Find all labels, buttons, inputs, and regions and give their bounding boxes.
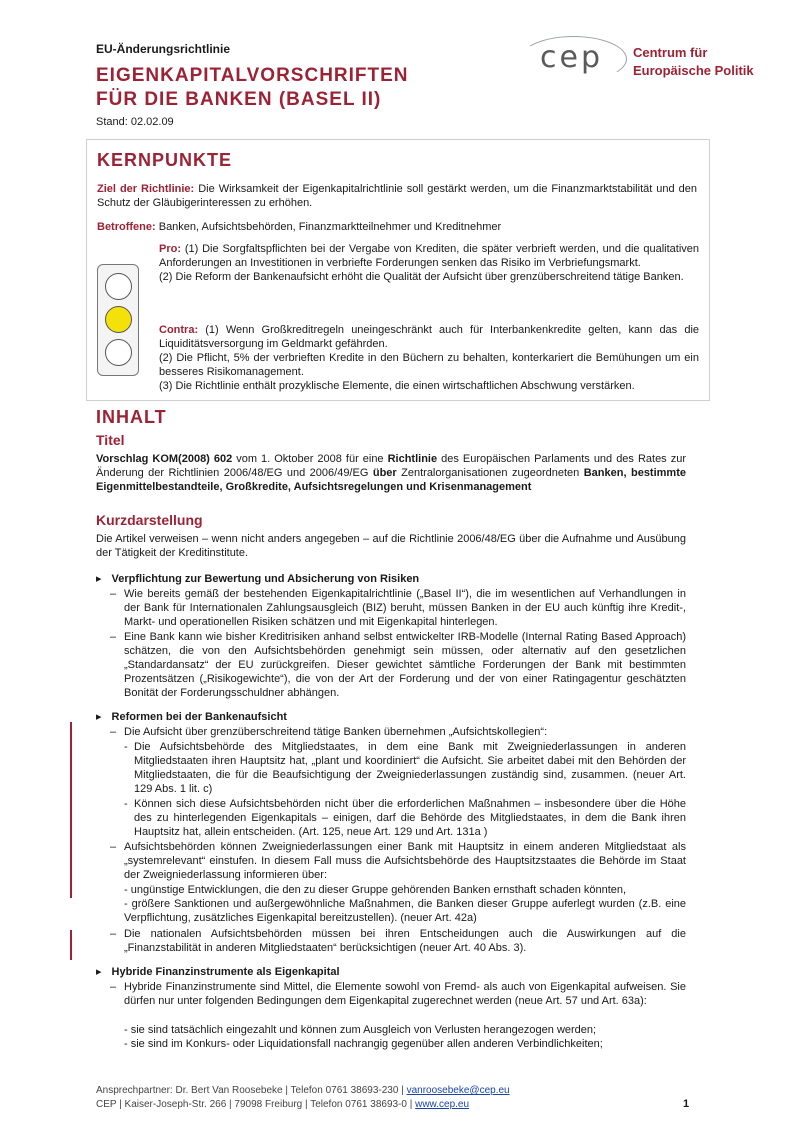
bullet-heading-hybride: ▸ Hybride Finanzinstrumente als Eigenkapital xyxy=(96,965,340,978)
sub-list-item: - Können sich diese Aufsichtsbehörden nicht über die erforderlichen Maßnahmen – insbesondere über die Höhe des zu hinterlegenden Eigenkapitals – einigen, darf die Behörde des Mitgliedstaates, in dem die Bank ihren Hauptsitz hat, allein entscheiden. (Art. 125, neue Art. 129 und Art. 131a ) xyxy=(124,797,686,839)
footer-contact xyxy=(96,1084,510,1098)
logo-name-line-1: Centrum für xyxy=(633,45,708,60)
sub-list-item: - größere Sanktionen und außergewöhnliche Maßnahmen, die Banken dieser Gruppe auferlegt wurden (z.B. eine Verpflichtung, zusätzliches Eigenkapital bereitzustellen). (neuer Art. 42a) xyxy=(124,898,686,924)
list-item: – Die Aufsicht über grenzüberschreitend tätige Banken übernehmen „Aufsichtskollegien“: xyxy=(110,725,686,739)
title-line-2: FÜR DIE BANKEN (BASEL II) xyxy=(96,89,382,110)
betroffene-text: Banken, Aufsichtsbehörden, Finanzmarktteilnehmer und Kreditnehmer xyxy=(155,221,502,233)
footer xyxy=(96,1084,510,1112)
sub-list-item: - ungünstige Entwicklungen, die den zu dieser Gruppe gehörenden Banken ernsthaft schaden könnten, xyxy=(124,884,627,896)
logo-wordmark: cep xyxy=(540,40,603,75)
contra-text-1: (1) Wenn Großkreditregeln uneingeschränkt auch für Interbankenkredite gelten, kann das die Liquiditätsversorgung im Geldmarkt gefährden. xyxy=(159,324,699,350)
document-kicker: EU-Änderungsrichtlinie xyxy=(96,42,231,56)
pro-section xyxy=(159,242,699,284)
sub-list-item: - sie sind im Konkurs- oder Liquidationsfall nachrangig gegenüber allen anderen Verbindlichkeiten; xyxy=(124,1038,603,1050)
list-item: – Aufsichtsbehörden können Zweigniederlassungen einer Bank mit Hauptsitz in einem anderen Mitgliedstaat als „systemrelevant“ einstufen. In diesem Fall muss die Aufsichtsbehörde des Hauptsitzstaates die Behörde im Staat der Zweigniederlassung informieren über: xyxy=(110,840,686,882)
list-item: – Hybride Finanzinstrumente sind Mittel, die Elemente sowohl von Fremd- als auch von Eigenkapital aufweisen. Sie dürfen nur unter folgenden Bedingungen dem Eigenkapital zugerechnet werden (neue Art. 57 und Art. 63a): xyxy=(110,980,686,1008)
logo-name-line-2: Europäische Politik xyxy=(633,63,754,78)
inhalt-title: INHALT xyxy=(96,407,167,427)
page-number: 1 xyxy=(683,1098,690,1110)
traffic-light-red-lamp xyxy=(105,273,132,300)
margin-rule xyxy=(70,722,72,898)
document-date: Stand: 02.02.09 xyxy=(96,116,174,128)
kurzdarstellung-intro: Die Artikel verweisen – wenn nicht anders angegeben – auf die Richtlinie 2006/48/EG über die Aufnahme und Ausübung der Tätigkeit der Kreditinstitute. xyxy=(96,533,686,559)
list-item: – Wie bereits gemäß der bestehenden Eigenkapitalrichtlinie („Basel II“), die im wesentlichen auf Verhandlungen in der Bank für Internationalen Zahlungsausgleich (BIZ) beruht, müssen Banken in der EU auch künftig ihre Kredit-, Markt- und operationellen Risiken schätzen und mit Eigenkapital hinterlegen. xyxy=(110,587,686,629)
contra-item-3: (3) Die Richtlinie enthält prozyklische Elemente, die einen wirtschaftlichen Abschwung verstärken. xyxy=(159,380,635,392)
footer-email-link[interactable]: vanroosebeke@cep.eu xyxy=(406,1085,510,1096)
margin-rule xyxy=(70,930,72,960)
cep-logo xyxy=(520,30,780,90)
footer-address xyxy=(96,1098,510,1112)
pro-item-1 xyxy=(159,242,699,270)
traffic-light-green-lamp xyxy=(105,339,132,366)
contra-item-1 xyxy=(159,323,699,351)
ziel-paragraph xyxy=(97,182,697,210)
contra-label: Contra: xyxy=(159,324,199,336)
betroffene-paragraph xyxy=(97,220,697,234)
contra-item-2: (2) Die Pflicht, 5% der verbrieften Kredite in den Büchern zu behalten, konterkariert die Bemühungen um ein besseres Risikomanagement. xyxy=(159,352,699,378)
contra-section xyxy=(159,323,699,393)
list-item: – Eine Bank kann wie bisher Kreditrisiken anhand selbst entwickelter IRB-Modelle (Internal Rating Based Approach) schätzen, die von den Aufsichtsbehörden genehmigt sein müssen, oder alternativ auf den gesetzlichen „Standardansatz“ der EU zurückgreifen. Dieser gewichtet sämtliche Forderungen der Bank mit bestimmten Prozentsätzen („Risikogewichte“), die von der Art der Forderung und der von einer Ratingagentur geschätzten Bonität der Forderungsschuldner abhängen. xyxy=(110,630,686,700)
footer-contact-text: Ansprechpartner: Dr. Bert Van Roosebeke | Telefon 0761 38693-230 | xyxy=(96,1085,407,1096)
titel-ueber: über xyxy=(372,467,397,479)
titel-text-b: des Europäischen Parlaments und des Rates zur Änderung der Richtlinien 2006/48/EG und 2006/49/EG xyxy=(96,453,686,479)
kurzdarstellung-heading: Kurzdarstellung xyxy=(96,512,203,528)
pro-label: Pro: xyxy=(159,243,181,255)
footer-address-text: CEP | Kaiser-Joseph-Str. 266 | 79098 Freiburg | Telefon 0761 38693-0 | xyxy=(96,1099,416,1110)
titel-heading: Titel xyxy=(96,432,125,448)
titel-doc-ref: Vorschlag KOM(2008) 602 xyxy=(96,453,233,465)
betroffene-label: Betroffene: xyxy=(97,221,156,233)
titel-subject: Banken, bestimmte Eigenmittelbestandteile, Großkredite, Aufsichtsregelungen und Krisenmanagement xyxy=(96,467,686,493)
sub-list-item: - sie sind tatsächlich eingezahlt und können zum Ausgleich von Verlusten herangezogen werden; xyxy=(124,1024,597,1036)
titel-richtlinie: Richtlinie xyxy=(387,453,438,465)
ziel-text: Die Wirksamkeit der Eigenkapitalrichtlinie soll gestärkt werden, um die Finanzmarktstabilität und den Schutz der Gläubigerinteressen zu erhöhen. xyxy=(97,183,697,209)
title-line-1: EIGENKAPITALVORSCHRIFTEN xyxy=(96,65,409,86)
traffic-light-yellow-lamp xyxy=(105,306,132,333)
titel-paragraph xyxy=(96,452,686,494)
titel-text-c: Zentralorganisationen zugeordneten xyxy=(396,467,584,479)
kernpunkte-title: KERNPUNKTE xyxy=(97,150,233,170)
list-item: – Die nationalen Aufsichtsbehörden müssen bei ihren Entscheidungen auch die Auswirkungen auf die „Finanzstabilität in anderen Mitgliedstaaten“ berücksichtigen (neuer Art. 40 Abs. 3). xyxy=(110,927,686,955)
traffic-light-icon xyxy=(97,264,139,376)
footer-web-link[interactable]: www.cep.eu xyxy=(415,1099,470,1110)
sub-list-item: - Die Aufsichtsbehörde des Mitgliedstaates, in dem eine Bank mit Zweigniederlassungen in anderen Mitgliedstaaten ihren Hauptsitz hat, „plant und koordiniert“ die Aufsicht. Sie arbeitet dabei mit den Behörden der Mitgliedstaaten, die für die Beaufsichtigung der Zweigniederlassungen zuständig sind, zusammen. (neuer Art. 129 Abs. 1 lit. c) xyxy=(124,740,686,796)
pro-text-1: (1) Die Sorgfaltspflichten bei der Vergabe von Krediten, die später verbrieft werden, und die qualitativen Anforderungen an Investitionen in verbriefte Forderungen senken das Risiko im Verbriefungsmarkt. xyxy=(159,243,699,269)
logo-organization-name xyxy=(633,44,754,80)
pro-item-2: (2) Die Reform der Bankenaufsicht erhöht die Qualität der Aufsicht über grenzüberschreitend tätige Banken. xyxy=(159,271,684,283)
ziel-label: Ziel der Richtlinie: xyxy=(97,183,195,195)
document-title xyxy=(96,64,409,112)
bullet-heading-risiken: ▸ Verpflichtung zur Bewertung und Absicherung von Risiken xyxy=(96,572,419,585)
titel-text-a: vom 1. Oktober 2008 für eine xyxy=(232,453,388,465)
bullet-heading-bankenaufsicht: ▸ Reformen bei der Bankenaufsicht xyxy=(96,710,287,723)
kernpunkte-box xyxy=(86,139,710,401)
